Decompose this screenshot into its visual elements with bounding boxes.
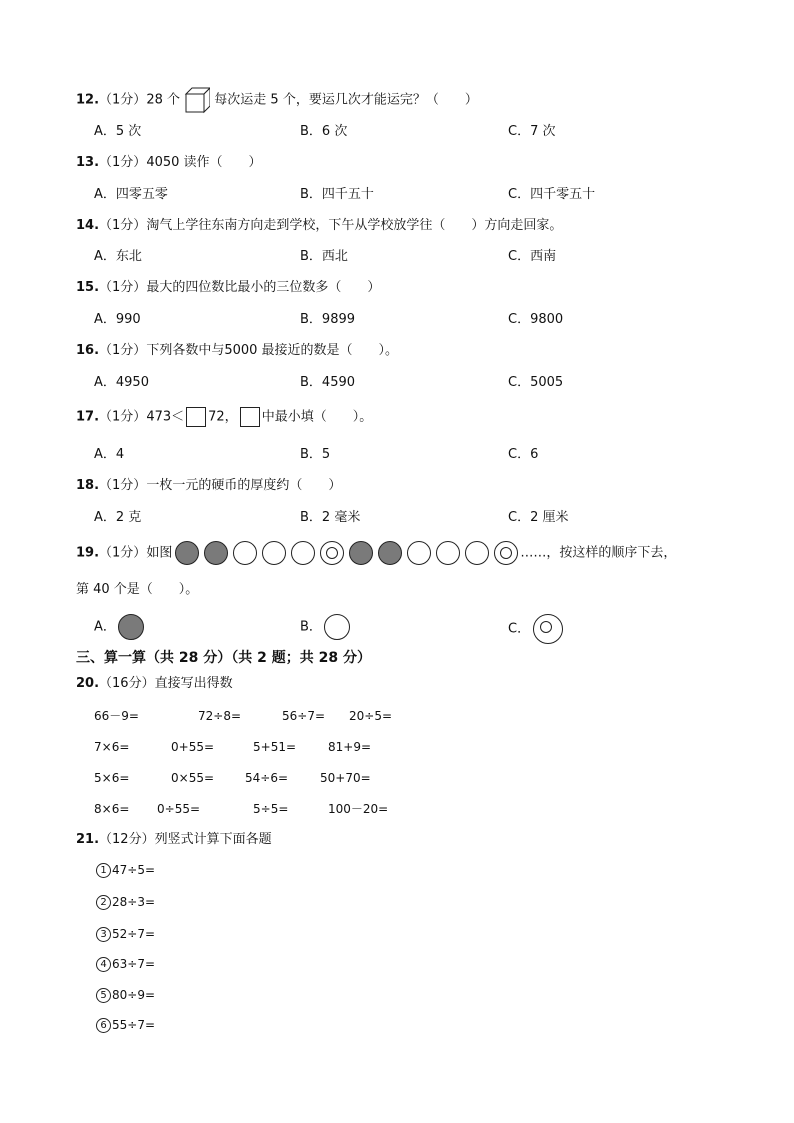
calc-item: 56÷7= (282, 709, 326, 723)
item-expression: 47÷5= (112, 863, 156, 877)
option-c[interactable]: C．7 次 (508, 124, 556, 139)
filled-circle-icon (349, 541, 373, 565)
question-score: （12分） (99, 832, 155, 847)
option-b[interactable]: B．6 次 (300, 124, 348, 139)
option-label: A． (94, 619, 116, 635)
question-19 (76, 541, 676, 565)
option-b[interactable]: B．4590 (300, 375, 356, 390)
option-a[interactable]: A．四零五零 (94, 187, 168, 202)
empty-circle-icon (407, 541, 431, 565)
item-marker: 5 (96, 988, 111, 1003)
calc-item: 100－20= (328, 802, 389, 816)
calc-item: 5÷5= (253, 802, 289, 816)
vertical-calc-item (96, 1016, 155, 1034)
option-c[interactable]: C．西南 (508, 249, 557, 264)
vertical-calc-item (96, 893, 155, 911)
option-b[interactable]: B．西北 (300, 249, 348, 264)
blank-box-ref (240, 407, 260, 427)
double-circle-icon (494, 541, 518, 565)
item-expression: 63÷7= (112, 957, 156, 971)
item-marker: 2 (96, 895, 111, 910)
calc-item: 54÷6= (245, 771, 289, 785)
question-number: 15. (76, 280, 100, 295)
option-a[interactable]: A．4950 (94, 375, 149, 390)
section-title: 三、算一算（共 28 分）（共 2 题；共 28 分） (76, 650, 371, 666)
blank-box[interactable] (186, 407, 206, 427)
question-text: 一枚一元的硬币的厚度约（ ） (146, 478, 342, 493)
option-c[interactable]: C．9800 (508, 312, 564, 327)
question-20 (76, 674, 233, 694)
option-b[interactable] (300, 614, 353, 640)
option-b[interactable]: B．9899 (300, 312, 356, 327)
question-number: 20. (76, 676, 100, 691)
option-a[interactable]: A．2 克 (94, 510, 142, 525)
question-text: 直接写出得数 (154, 676, 233, 691)
question-score: （1分） (99, 218, 147, 233)
item-marker: 4 (96, 957, 111, 972)
calc-item: 5+51= (253, 740, 297, 754)
question-text: 淘气上学往东南方向走到学校，下午从学校放学往（ ）方向走回家。 (146, 218, 563, 233)
calc-item: 50+70= (320, 771, 371, 785)
calc-item: 7×6= (94, 740, 130, 754)
question-text-pre: 473＜ (146, 409, 185, 425)
question-score: （1分） (99, 155, 147, 170)
filled-circle-icon (118, 614, 144, 640)
question-number: 13. (76, 155, 100, 170)
question-12 (76, 86, 478, 114)
option-a[interactable] (94, 614, 147, 640)
filled-circle-icon (204, 541, 228, 565)
question-number: 12. (76, 92, 100, 108)
filled-circle-icon (378, 541, 402, 565)
double-circle-icon (320, 541, 344, 565)
option-a[interactable]: A．990 (94, 312, 141, 327)
question-score: （16分） (99, 676, 155, 691)
option-b[interactable]: B．2 毫米 (300, 510, 361, 525)
option-c[interactable]: C．2 厘米 (508, 510, 569, 525)
calc-item: 0÷55= (157, 802, 201, 816)
question-number: 21. (76, 832, 100, 847)
question-21 (76, 830, 272, 850)
question-17 (76, 407, 372, 428)
question-score: （1分） (99, 545, 147, 561)
item-marker: 3 (96, 927, 111, 942)
calc-item: 8×6= (94, 802, 130, 816)
question-number: 16. (76, 343, 100, 358)
question-text: 最大的四位数比最小的三位数多（ ） (146, 280, 381, 295)
item-expression: 52÷7= (112, 927, 156, 941)
question-text: 4050 读作（ ） (146, 155, 262, 170)
question-15 (76, 278, 380, 298)
question-score: （1分） (99, 409, 147, 425)
empty-circle-icon (436, 541, 460, 565)
calc-item: 0+55= (171, 740, 215, 754)
calc-item: 5×6= (94, 771, 130, 785)
question-14 (76, 216, 562, 236)
item-expression: 55÷7= (112, 1018, 156, 1032)
question-13 (76, 153, 262, 173)
question-16 (76, 341, 398, 361)
option-label: B． (300, 619, 322, 635)
vertical-calc-item (96, 925, 155, 943)
calc-item: 81+9= (328, 740, 372, 754)
calc-item: 20÷5= (349, 709, 393, 723)
question-19-line2: 第 40 个是（ ）。 (76, 582, 199, 597)
option-c[interactable]: C．6 (508, 447, 539, 462)
empty-circle-icon (262, 541, 286, 565)
option-b[interactable]: B．四千五十 (300, 187, 374, 202)
question-score: （1分） (99, 280, 147, 295)
empty-circle-icon (291, 541, 315, 565)
question-text-mid: 72， (208, 409, 238, 425)
empty-circle-icon (233, 541, 257, 565)
item-marker: 1 (96, 863, 111, 878)
question-number: 17. (76, 409, 100, 425)
vertical-calc-item (96, 986, 155, 1004)
option-c[interactable]: C．四千零五十 (508, 187, 596, 202)
question-score: （1分） (99, 343, 147, 358)
option-c[interactable]: C．5005 (508, 375, 564, 390)
question-text-pre: 28 个 (146, 92, 180, 108)
double-circle-icon (533, 614, 563, 644)
empty-circle-icon (465, 541, 489, 565)
question-text-post: 每次运走 5 个，要运几次才能运完？（ ） (214, 92, 478, 108)
item-marker: 6 (96, 1018, 111, 1033)
question-text: 下列各数中与5000 最接近的数是（ ）。 (146, 343, 399, 358)
question-score: （1分） (99, 478, 147, 493)
question-text: 列竖式计算下面各题 (154, 832, 272, 847)
calc-item: 72÷8= (198, 709, 242, 723)
option-a[interactable]: A．东北 (94, 249, 142, 264)
option-a[interactable]: A．4 (94, 447, 125, 462)
question-number: 18. (76, 478, 100, 493)
question-text-post: ……，按这样的顺序下去， (520, 545, 677, 561)
empty-circle-icon (324, 614, 350, 640)
question-number: 19. (76, 545, 100, 561)
option-a[interactable]: A．5 次 (94, 124, 142, 139)
cube-icon (184, 86, 210, 114)
vertical-calc-item (96, 861, 155, 879)
calc-item: 66－9= (94, 709, 139, 723)
question-score: （1分） (99, 92, 147, 108)
vertical-calc-item (96, 955, 155, 973)
question-18 (76, 476, 341, 496)
option-c[interactable] (508, 614, 565, 644)
question-text-post: 中最小填（ ）。 (261, 409, 373, 425)
filled-circle-icon (175, 541, 199, 565)
question-text-pre: 如图 (146, 545, 173, 561)
circle-sequence (172, 546, 520, 561)
item-expression: 28÷3= (112, 895, 156, 909)
option-label: C． (508, 621, 531, 637)
question-number: 14. (76, 218, 100, 233)
item-expression: 80÷9= (112, 988, 156, 1002)
calc-item: 0×55= (171, 771, 215, 785)
option-b[interactable]: B．5 (300, 447, 331, 462)
